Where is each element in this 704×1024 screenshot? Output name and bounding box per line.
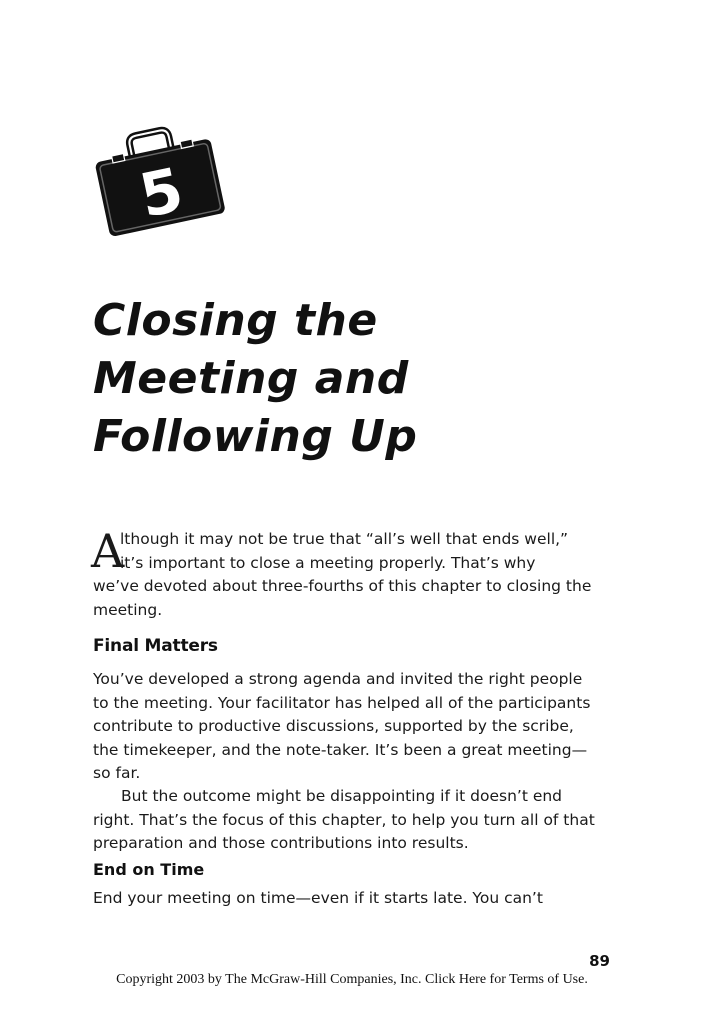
body-paragraph xyxy=(93,785,623,856)
text-line: lthough it may not be true that “all’s well that ends well,” xyxy=(120,530,569,548)
body-paragraph xyxy=(93,668,623,786)
copyright-link[interactable]: Copyright 2003 by The McGraw-Hill Companies, Inc. Click Here for Terms of Use. xyxy=(116,972,588,987)
intro-paragraph xyxy=(91,524,613,622)
text-line: meeting. xyxy=(93,600,163,619)
chapter-title-line: Closing the xyxy=(93,295,378,346)
section-heading: Final Matters xyxy=(93,636,218,656)
text-line: right. That’s the focus of this chapter, to help you turn all of that xyxy=(93,810,595,829)
text-line: You’ve developed a strong agenda and invited the right people xyxy=(93,670,583,688)
chapter-title-line: Following Up xyxy=(93,411,418,462)
text-line: preparation and those contributions into results. xyxy=(93,834,469,852)
chapter-title xyxy=(93,292,653,466)
text-line: contribute to productive discussions, supported by the scribe, xyxy=(93,717,574,735)
body-paragraph: End your meeting on time—even if it starts late. You can’t xyxy=(93,889,543,907)
text-line: so far. xyxy=(93,764,141,782)
text-line: But the outcome might be disappointing if it doesn’t end xyxy=(121,787,563,805)
subsection-heading: End on Time xyxy=(93,860,205,879)
text-line: we’ve devoted about three-fourths of this chapter to closing the xyxy=(93,577,592,595)
text-line: the timekeeper, and the note-taker. It’s been a great meeting— xyxy=(93,740,588,759)
chapter-title-line: Meeting and xyxy=(93,353,409,404)
drop-cap: A xyxy=(91,524,125,578)
chapter-number: 5 xyxy=(133,154,190,233)
text-line: it’s important to close a meeting properly. That’s why xyxy=(120,553,536,572)
briefcase-icon xyxy=(90,118,226,236)
page-number: 89 xyxy=(589,952,610,970)
text-line: to the meeting. Your facilitator has helped all of the participants xyxy=(93,693,591,712)
